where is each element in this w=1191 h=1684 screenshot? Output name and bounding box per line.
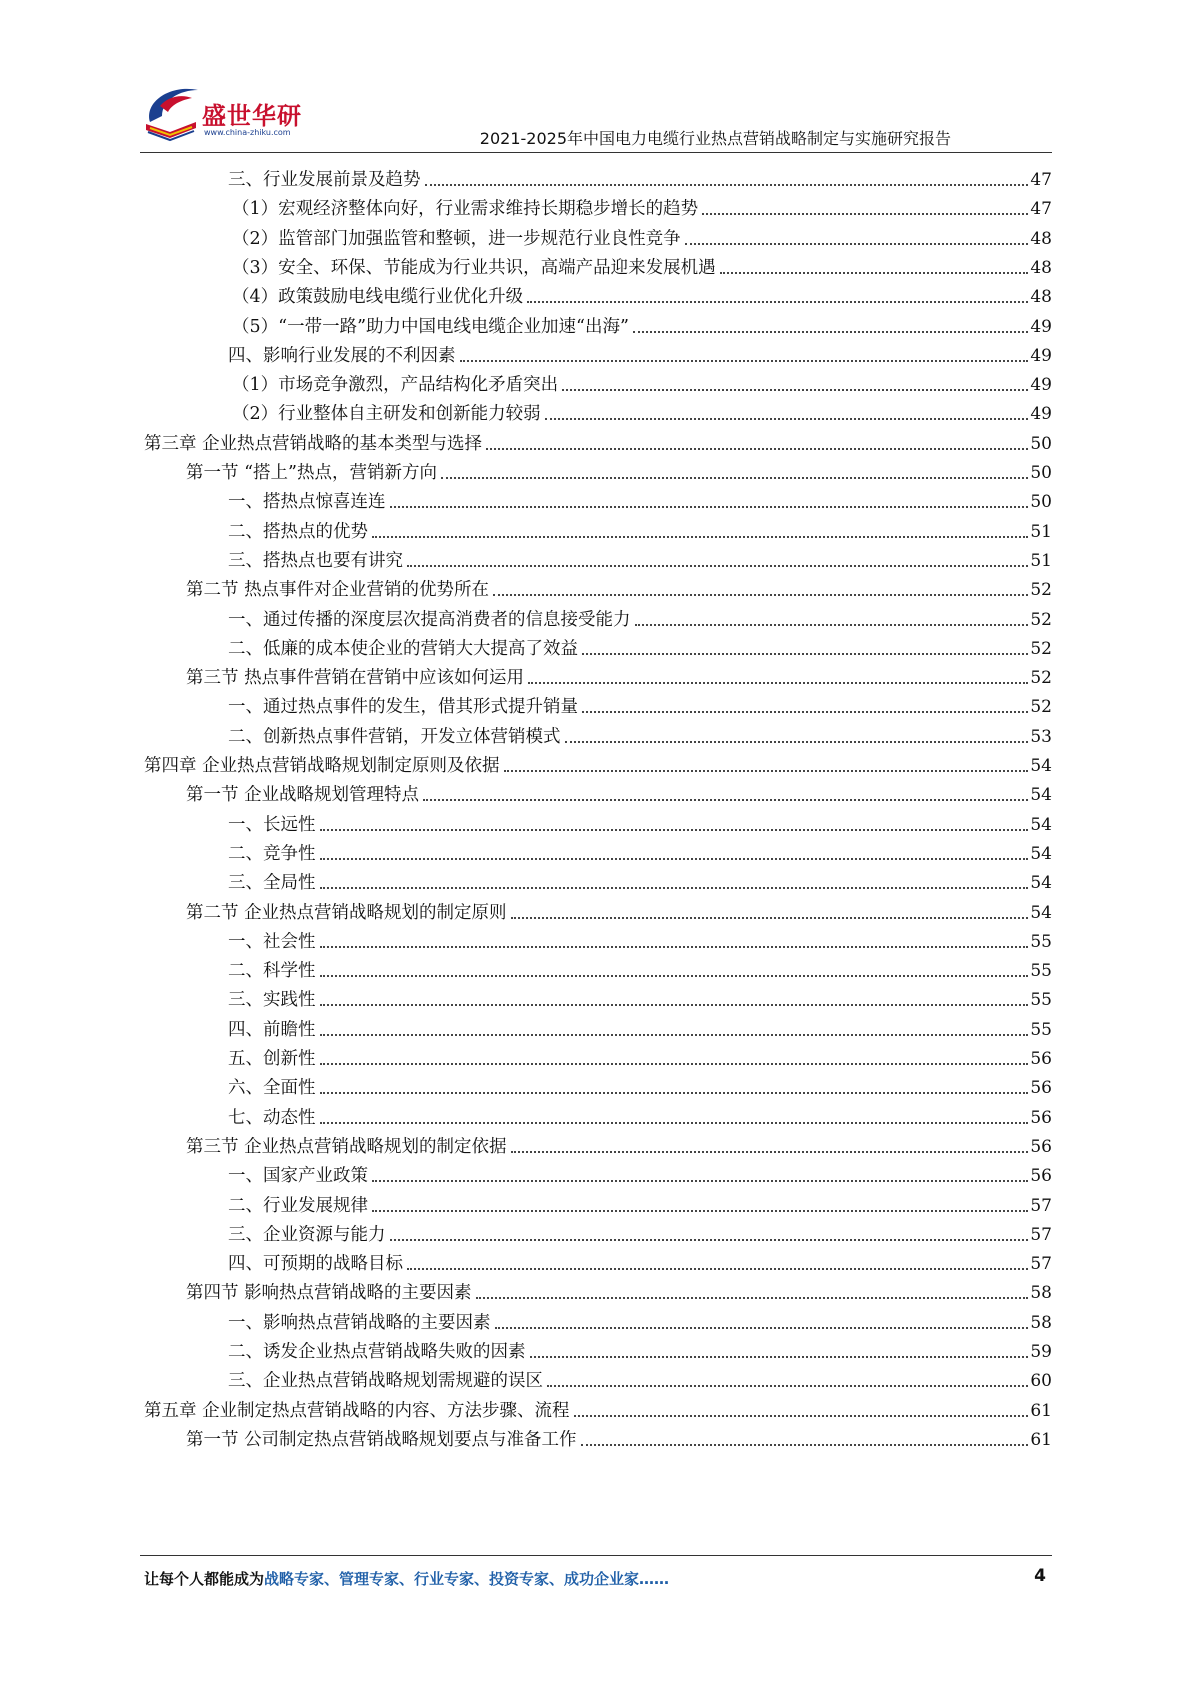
toc-leader-dots xyxy=(476,1297,1029,1299)
toc-entry-page: 47 xyxy=(1030,199,1052,220)
toc-entry-page: 52 xyxy=(1030,668,1052,689)
toc-entry-title: 四、影响行业发展的不利因素 xyxy=(228,345,456,366)
toc-leader-dots xyxy=(320,858,1029,860)
toc-entry-title: 第三节 热点事件营销在营销中应该如何运用 xyxy=(186,668,525,689)
slogan-prefix: 让每个人都能成为 xyxy=(144,1570,265,1588)
toc-leader-dots xyxy=(582,653,1028,655)
toc-leader-dots xyxy=(495,1327,1029,1329)
toc-entry-title: 二、低廉的成本使企业的营销大大提高了效益 xyxy=(228,638,578,659)
toc-entry[interactable] xyxy=(186,1127,1052,1158)
toc-entry[interactable] xyxy=(228,1156,1052,1187)
toc-entry[interactable] xyxy=(144,424,1052,455)
toc-entry[interactable] xyxy=(186,893,1052,924)
toc-leader-dots xyxy=(504,770,1029,772)
toc-entry[interactable] xyxy=(228,482,1052,513)
toc-entry-page: 61 xyxy=(1030,1400,1052,1421)
toc-entry[interactable] xyxy=(228,1332,1052,1363)
toc-leader-dots xyxy=(685,243,1029,245)
toc-leader-dots xyxy=(635,624,1029,626)
toc-entry[interactable] xyxy=(228,541,1052,572)
toc-leader-dots xyxy=(633,331,1028,333)
toc-leader-dots xyxy=(441,477,1028,479)
toc-entry-title: （5）“一带一路”助力中国电线电缆企业加速“出海” xyxy=(232,316,629,337)
toc-entry[interactable] xyxy=(232,189,1052,220)
toc-leader-dots xyxy=(320,887,1029,889)
toc-entry-title: 二、诱发企业热点营销战略失败的因素 xyxy=(228,1342,526,1362)
toc-entry-title: （4）政策鼓励电线电缆行业优化升级 xyxy=(232,287,524,308)
toc-entry-page: 57 xyxy=(1030,1224,1052,1245)
toc-entry-title: 三、实践性 xyxy=(228,990,316,1011)
toc-entry-title: 第三节 企业热点营销战略规划的制定依据 xyxy=(186,1136,507,1157)
toc-entry-page: 56 xyxy=(1030,1136,1052,1157)
toc-entry-title: 三、搭热点也要有讲究 xyxy=(228,550,403,571)
toc-entry-title: 二、创新热点事件营销，开发立体营销模式 xyxy=(228,726,561,747)
toc-entry[interactable] xyxy=(232,219,1052,250)
toc-entry-title: 三、全局性 xyxy=(228,873,316,894)
toc-entry[interactable] xyxy=(228,1039,1052,1070)
toc-leader-dots xyxy=(320,1004,1029,1006)
toc-leader-dots xyxy=(372,536,1028,538)
toc-entry-page: 51 xyxy=(1030,550,1052,571)
toc-entry-title: 一、影响热点营销战略的主要因素 xyxy=(228,1312,491,1333)
toc-entry-page: 54 xyxy=(1030,814,1052,835)
toc-entry-title: （1）市场竞争激烈，产品结构化矛盾突出 xyxy=(232,375,559,396)
toc-entry[interactable] xyxy=(228,1215,1052,1246)
toc-leader-dots xyxy=(407,565,1028,567)
toc-entry-title: 一、搭热点惊喜连连 xyxy=(228,492,386,513)
book-swoosh-logo-icon xyxy=(140,82,204,144)
toc-leader-dots xyxy=(390,506,1029,508)
toc-entry-page: 51 xyxy=(1030,521,1052,542)
toc-entry[interactable] xyxy=(186,1420,1052,1451)
toc-entry-page: 57 xyxy=(1030,1195,1052,1216)
toc-leader-dots xyxy=(547,1385,1028,1387)
toc-entry-page: 54 xyxy=(1030,785,1052,806)
toc-entry-title: 一、通过热点事件的发生，借其形式提升销量 xyxy=(228,697,578,718)
toc-entry-page: 54 xyxy=(1030,756,1052,776)
toc-entry[interactable] xyxy=(228,600,1052,631)
toc-entry-title: 三、企业资源与能力 xyxy=(228,1224,386,1245)
toc-entry-title: 七、动态性 xyxy=(228,1107,316,1128)
toc-entry-page: 52 xyxy=(1030,638,1052,659)
toc-entry[interactable] xyxy=(232,277,1052,308)
toc-entry-page: 48 xyxy=(1030,228,1052,249)
toc-entry[interactable] xyxy=(232,365,1052,396)
toc-entry[interactable] xyxy=(186,658,1052,689)
toc-entry[interactable] xyxy=(228,1068,1052,1099)
toc-entry[interactable] xyxy=(186,1273,1052,1304)
toc-entry-page: 56 xyxy=(1030,1107,1052,1128)
toc-entry-page: 55 xyxy=(1030,961,1052,982)
toc-entry[interactable] xyxy=(228,160,1052,191)
toc-entry[interactable] xyxy=(228,629,1052,660)
toc-entry[interactable] xyxy=(186,570,1052,601)
toc-entry-page: 56 xyxy=(1030,1049,1052,1069)
toc-entry-page: 49 xyxy=(1030,404,1052,425)
toc-entry-title: 四、前瞻性 xyxy=(228,1019,316,1040)
document-title: 2021-2025年中国电力电缆行业热点营销战略制定与实施研究报告 xyxy=(479,129,951,148)
toc-entry-page: 50 xyxy=(1030,463,1052,483)
toc-entry[interactable] xyxy=(228,805,1052,836)
toc-leader-dots xyxy=(320,1092,1029,1094)
toc-leader-dots xyxy=(530,1356,1029,1358)
toc-leader-dots xyxy=(574,1415,1029,1417)
toc-entry-page: 61 xyxy=(1030,1429,1052,1450)
toc-entry-title: 三、企业热点营销战略规划需规避的误区 xyxy=(228,1371,543,1392)
toc-leader-dots xyxy=(460,360,1029,362)
toc-entry-page: 52 xyxy=(1030,609,1052,630)
toc-entry[interactable] xyxy=(186,453,1052,484)
toc-entry-title: 第二节 热点事件对企业营销的优势所在 xyxy=(186,580,490,601)
toc-entry[interactable] xyxy=(228,717,1052,748)
header-divider xyxy=(140,152,1052,153)
toc-leader-dots xyxy=(372,1210,1028,1212)
toc-entry[interactable] xyxy=(228,1010,1052,1041)
toc-entry-page: 55 xyxy=(1030,990,1052,1011)
toc-leader-dots xyxy=(425,184,1029,186)
toc-leader-dots xyxy=(581,1444,1029,1446)
toc-entry-title: 三、行业发展前景及趋势 xyxy=(228,170,421,190)
toc-leader-dots xyxy=(493,594,1028,596)
toc-leader-dots xyxy=(320,1122,1029,1124)
toc-leader-dots xyxy=(423,799,1028,801)
toc-entry-page: 52 xyxy=(1030,697,1052,718)
toc-entry-title: （2）行业整体自主研发和创新能力较弱 xyxy=(232,404,541,425)
toc-leader-dots xyxy=(320,975,1029,977)
toc-entry[interactable] xyxy=(228,980,1052,1011)
toc-entry[interactable] xyxy=(228,1361,1052,1392)
toc-leader-dots xyxy=(511,917,1029,919)
toc-leader-dots xyxy=(702,213,1028,215)
toc-entry-page: 55 xyxy=(1030,1019,1052,1040)
toc-entry-title: 一、通过传播的深度层次提高消费者的信息接受能力 xyxy=(228,609,631,630)
toc-leader-dots xyxy=(320,829,1029,831)
toc-entry-page: 50 xyxy=(1030,433,1052,454)
toc-leader-dots xyxy=(582,711,1028,713)
toc-entry-page: 52 xyxy=(1030,580,1052,601)
toc-entry[interactable] xyxy=(186,775,1052,806)
toc-entry[interactable] xyxy=(144,1391,1052,1422)
toc-leader-dots xyxy=(320,1034,1029,1036)
toc-entry[interactable] xyxy=(232,307,1052,338)
toc-leader-dots xyxy=(390,1239,1029,1241)
toc-leader-dots xyxy=(545,418,1029,420)
toc-entry[interactable] xyxy=(228,336,1052,367)
toc-entry[interactable] xyxy=(228,1244,1052,1275)
toc-entry[interactable] xyxy=(232,248,1052,279)
toc-entry-page: 47 xyxy=(1030,170,1052,190)
toc-entry-title: 五、创新性 xyxy=(228,1049,316,1069)
toc-entry[interactable] xyxy=(228,1303,1052,1334)
toc-entry[interactable] xyxy=(228,512,1052,543)
toc-entry[interactable] xyxy=(228,1186,1052,1217)
page-number: 4 xyxy=(1034,1566,1046,1586)
toc-entry-page: 48 xyxy=(1030,287,1052,308)
toc-entry-page: 58 xyxy=(1030,1283,1052,1304)
page-header xyxy=(0,0,1191,150)
toc-entry-page: 54 xyxy=(1030,902,1052,923)
toc-entry-page: 53 xyxy=(1030,726,1052,747)
toc-leader-dots xyxy=(528,682,1028,684)
brand-logo xyxy=(140,82,310,152)
toc-entry-title: 第一节 “搭上”热点，营销新方向 xyxy=(186,463,437,483)
toc-entry-title: （1）宏观经济整体向好，行业需求维持长期稳步增长的趋势 xyxy=(232,199,699,220)
toc-leader-dots xyxy=(565,741,1029,743)
toc-entry-title: 四、可预期的战略目标 xyxy=(228,1254,403,1275)
toc-leader-dots xyxy=(320,946,1029,948)
toc-entry-page: 54 xyxy=(1030,873,1052,894)
toc-entry-title: 一、国家产业政策 xyxy=(228,1166,368,1187)
toc-entry-title: 第三章 企业热点营销战略的基本类型与选择 xyxy=(144,433,483,454)
toc-entry-title: 第一节 企业战略规划管理特点 xyxy=(186,785,420,806)
toc-entry-page: 58 xyxy=(1030,1312,1052,1333)
footer-slogan xyxy=(144,1568,669,1589)
toc-entry[interactable] xyxy=(228,951,1052,982)
toc-entry-title: 一、长远性 xyxy=(228,814,316,835)
toc-leader-dots xyxy=(372,1180,1028,1182)
toc-leader-dots xyxy=(320,1063,1029,1065)
toc-leader-dots xyxy=(720,272,1029,274)
toc-leader-dots xyxy=(511,1151,1029,1153)
toc-entry[interactable] xyxy=(228,1098,1052,1129)
toc-entry-page: 55 xyxy=(1030,931,1052,952)
toc-entry-title: 第二节 企业热点营销战略规划的制定原则 xyxy=(186,902,507,923)
toc-entry-page: 57 xyxy=(1030,1254,1052,1275)
toc-entry[interactable] xyxy=(232,394,1052,425)
toc-entry-page: 49 xyxy=(1030,375,1052,396)
toc-entry[interactable] xyxy=(228,922,1052,953)
toc-entry-title: 第四章 企业热点营销战略规划制定原则及依据 xyxy=(144,756,500,776)
toc-entry[interactable] xyxy=(228,687,1052,718)
toc-entry-title: 二、竞争性 xyxy=(228,843,316,864)
toc-entry-title: 六、全面性 xyxy=(228,1078,316,1099)
toc-entry-title: 第五章 企业制定热点营销战略的内容、方法步骤、流程 xyxy=(144,1400,570,1421)
toc-leader-dots xyxy=(562,389,1028,391)
toc-leader-dots xyxy=(486,448,1028,450)
toc-entry-page: 50 xyxy=(1030,492,1052,513)
toc-entry[interactable] xyxy=(228,863,1052,894)
toc-entry-title: 第一节 公司制定热点营销战略规划要点与准备工作 xyxy=(186,1429,577,1450)
toc-leader-dots xyxy=(527,301,1028,303)
toc-entry-page: 56 xyxy=(1030,1166,1052,1187)
toc-entry[interactable] xyxy=(144,746,1052,777)
toc-entry-page: 60 xyxy=(1030,1371,1052,1392)
slogan-highlight: 战略专家、管理专家、行业专家、投资专家、成功企业家…… xyxy=(264,1570,670,1588)
toc-entry-page: 48 xyxy=(1030,257,1052,278)
toc-entry-page: 59 xyxy=(1030,1342,1052,1362)
toc-entry-title: 二、行业发展规律 xyxy=(228,1195,368,1216)
toc-entry-page: 54 xyxy=(1030,843,1052,864)
toc-leader-dots xyxy=(407,1268,1028,1270)
toc-entry-title: 二、搭热点的优势 xyxy=(228,521,368,542)
brand-url: www.china-zhiku.com xyxy=(204,128,291,137)
toc-entry-title: （3）安全、环保、节能成为行业共识，高端产品迎来发展机遇 xyxy=(232,257,716,278)
toc-entry-page: 56 xyxy=(1030,1078,1052,1099)
toc-entry-title: （2）监管部门加强监管和整顿，进一步规范行业良性竞争 xyxy=(232,228,681,249)
footer-divider xyxy=(140,1555,1052,1556)
brand-name: 盛世华研 xyxy=(202,102,302,130)
toc-entry-title: 二、科学性 xyxy=(228,961,316,982)
toc-entry[interactable] xyxy=(228,834,1052,865)
toc-entry-page: 49 xyxy=(1030,316,1052,337)
toc-entry-title: 一、社会性 xyxy=(228,931,316,952)
toc-entry-title: 第四节 影响热点营销战略的主要因素 xyxy=(186,1283,472,1304)
toc-entry-page: 49 xyxy=(1030,345,1052,366)
